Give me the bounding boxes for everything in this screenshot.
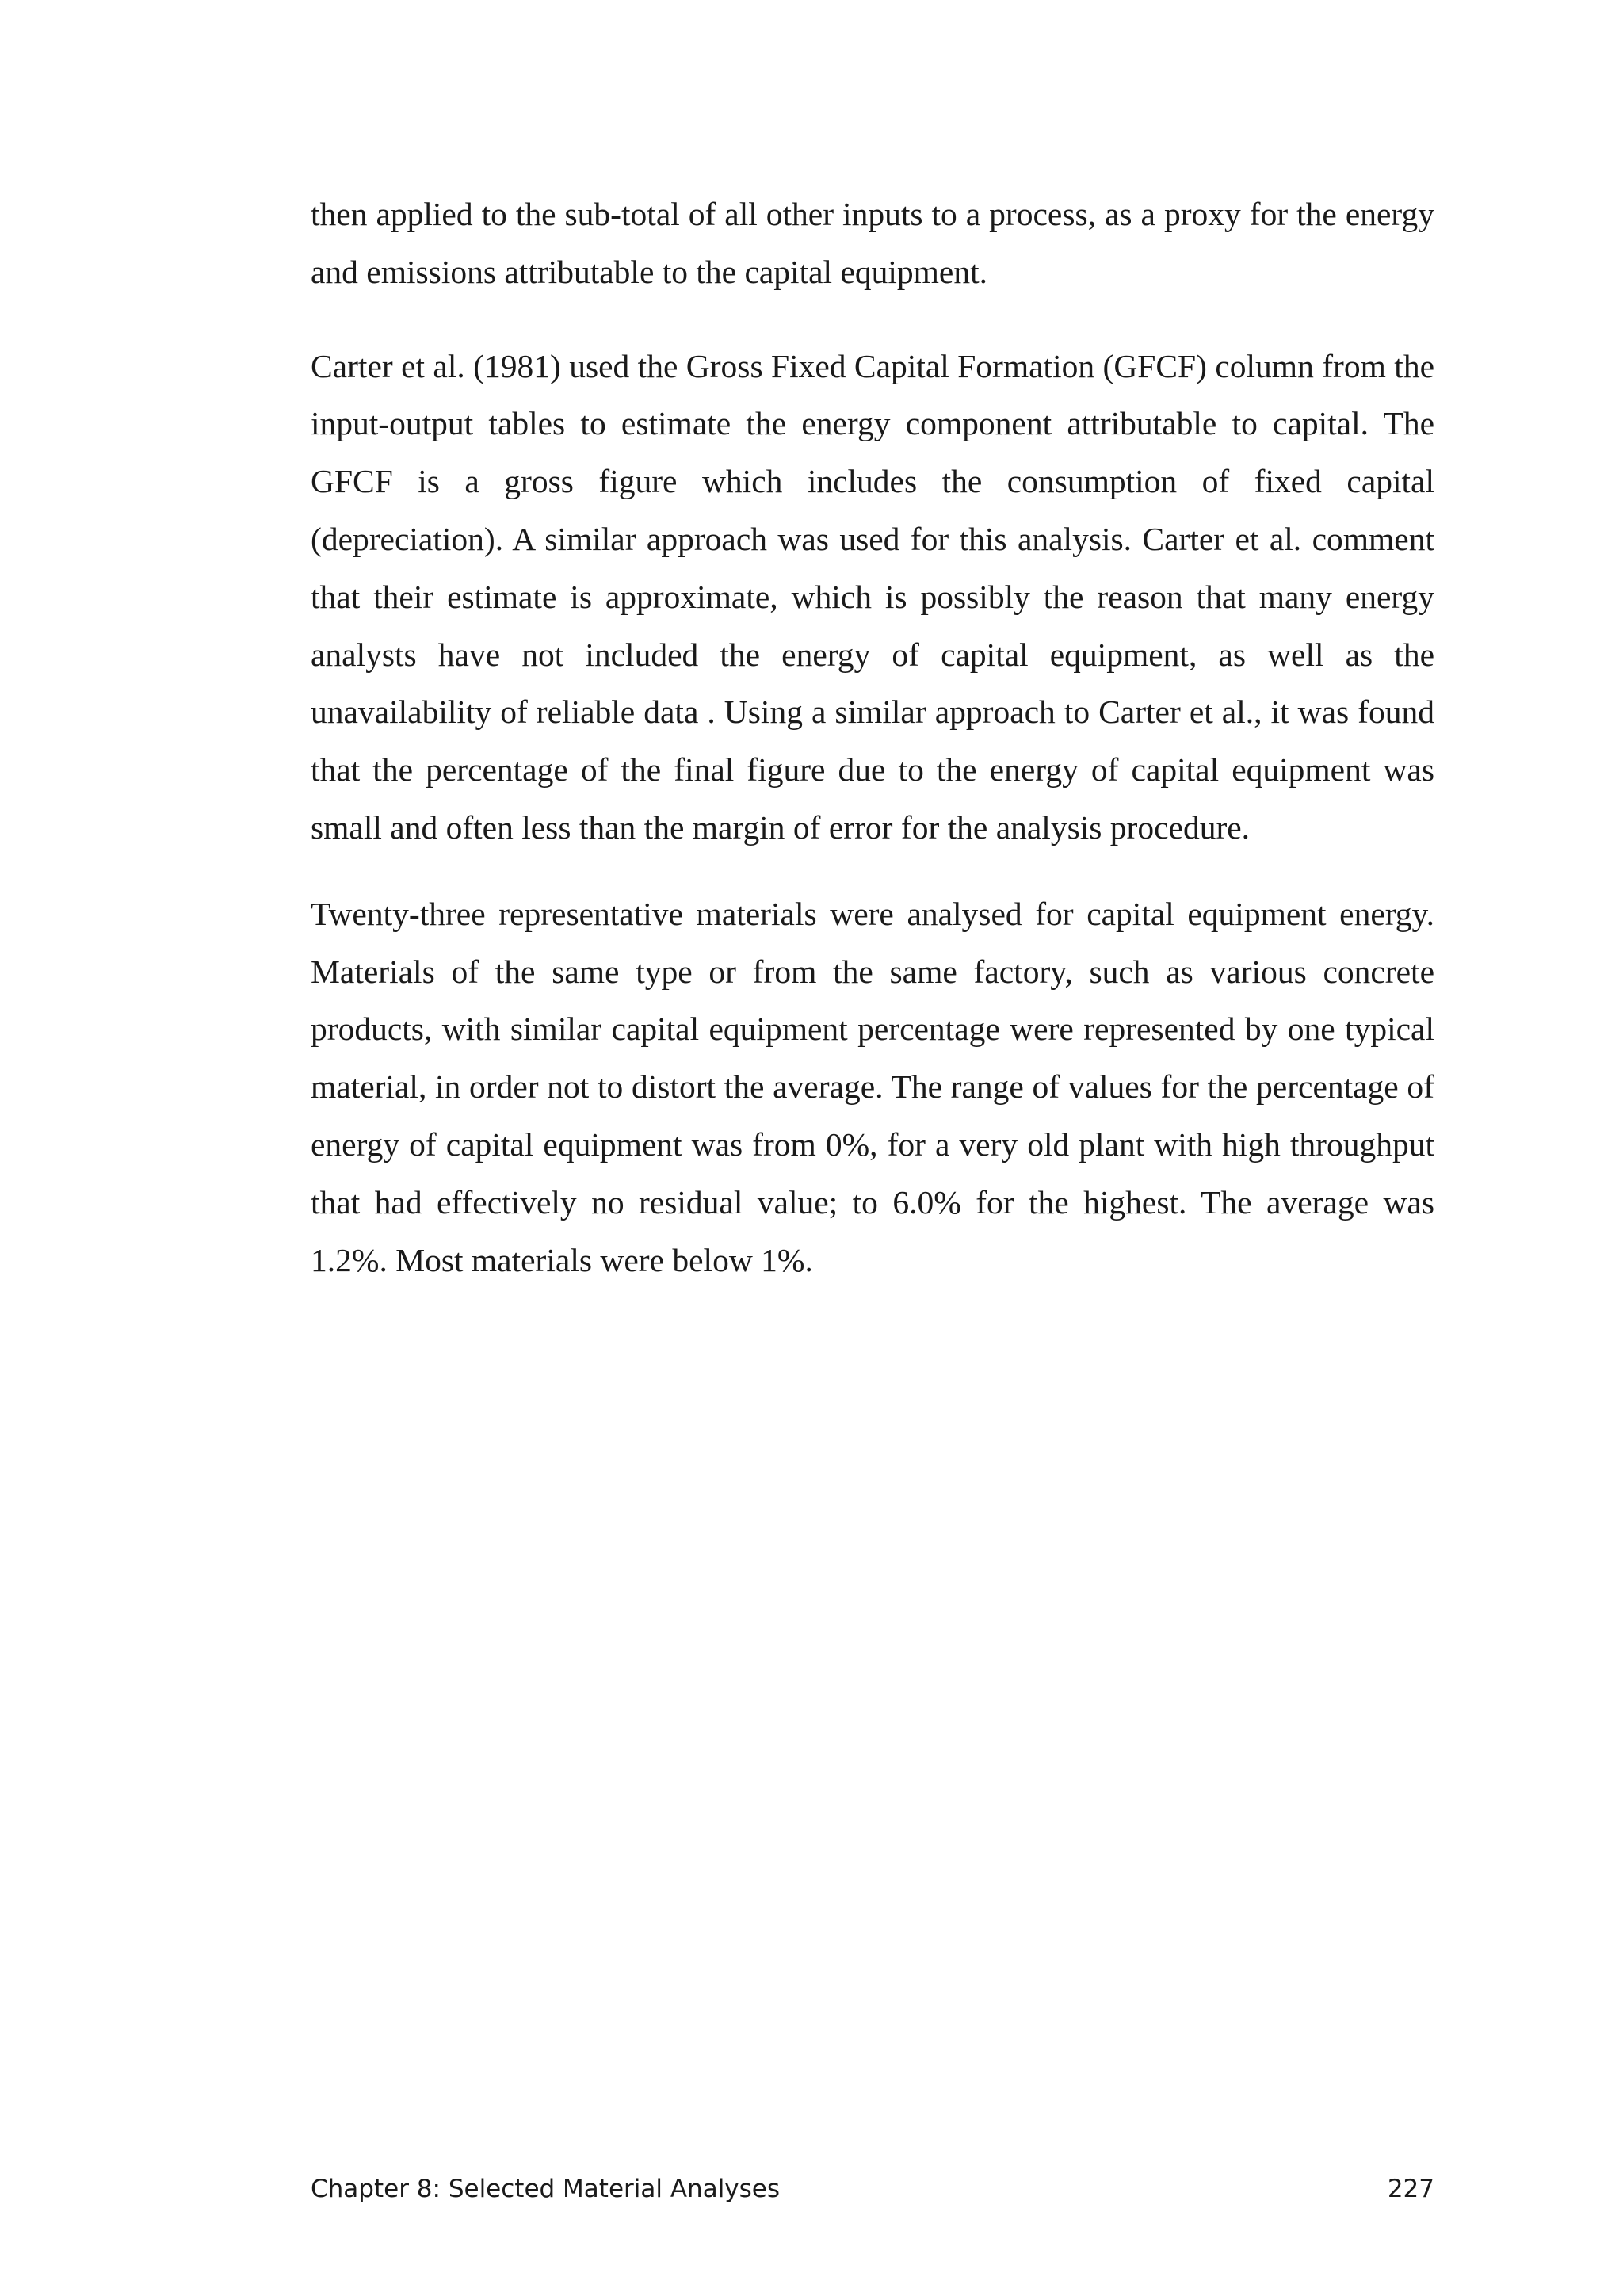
paragraph-3: Twenty-three representative materials were analysed for capital equipment energy. Materials of the same type or from the same factory, such as various concrete products, with similar capital equipment percentage were represented by one typical material, in order not to distort the average. The range of values for the percentage of energy of capital equipment was from 0%, for a very old plant with high throughput that had effectively no residual value; to 6.0% for the highest. The average was 1.2%. Most materials were below 1%. [311,895,1434,1278]
paragraph-2: Carter et al. (1981) used the Gross Fixed Capital Formation (GFCF) column from the input-output tables to estimate the energy component attributable to capital. The GFCF is a gross figure which includes the consumption of fixed capital (depreciation). A similar approach was used for this analysis. Carter et al. comment that their estimate is approximate, which is possibly the reason that many energy analysts have not included the energy of capital equipment, as well as the unavailability of reliable data . Using a similar approach to Carter et al., it was found that the percentage of the final figure due to the energy of capital equipment was small and often less than the margin of error for the analysis procedure. [311,347,1434,846]
footer-page-number: 227 [1387,2175,1434,2203]
page-footer [311,2175,1434,2210]
body-text [311,185,1434,1289]
footer-chapter-title: Chapter 8: Selected Material Analyses [311,2175,781,2203]
paragraph-1: then applied to the sub-total of all other inputs to a process, as a proxy for the energy and emissions attributable to the capital equipment. [311,196,1434,290]
